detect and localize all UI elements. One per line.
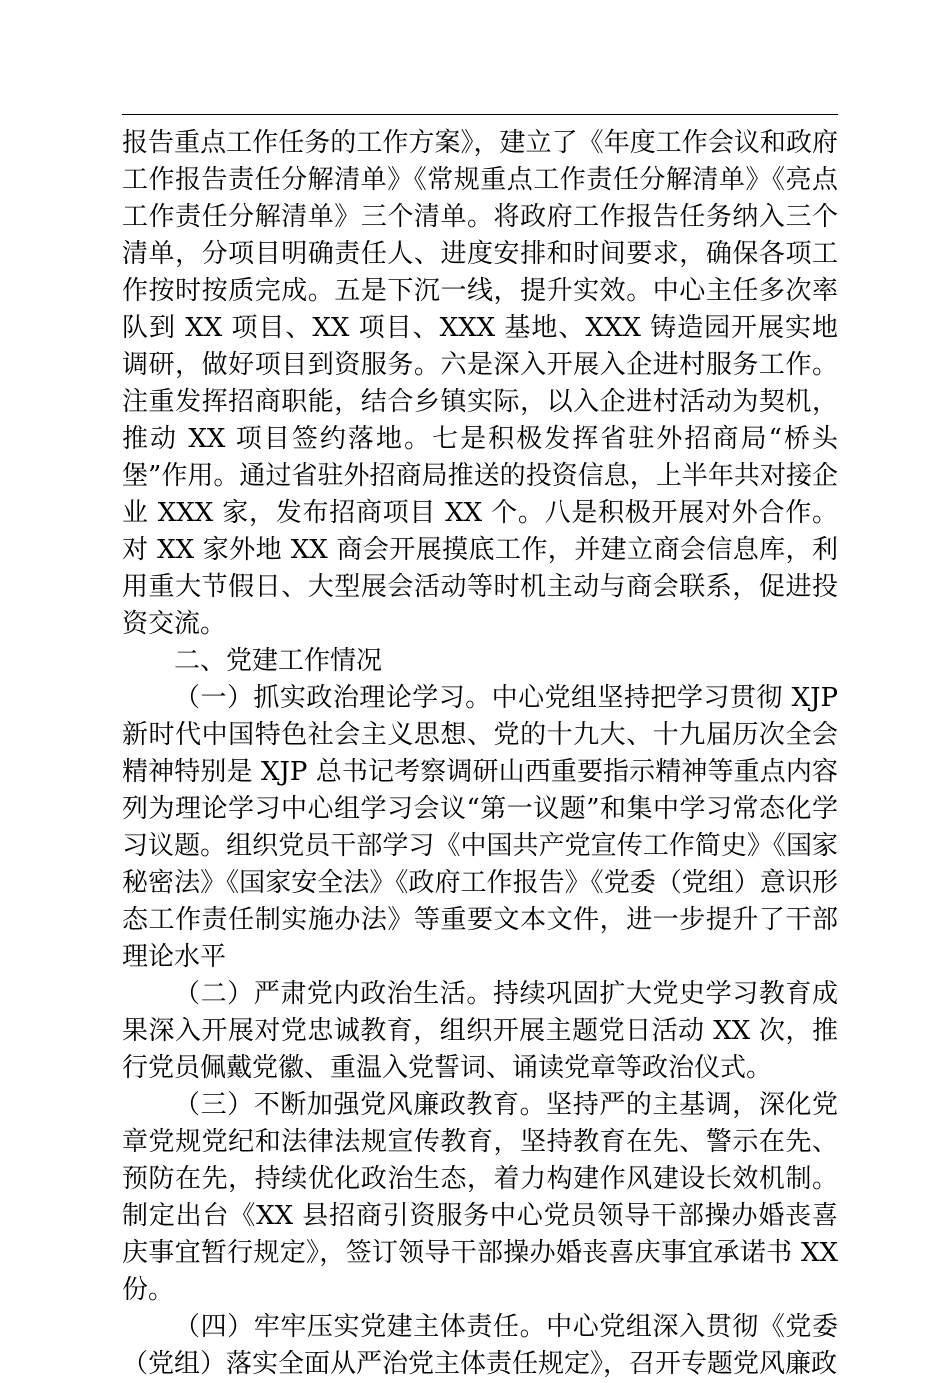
header-rule (122, 114, 838, 115)
section-heading-party-building: 二、党建工作情况 (174, 646, 383, 676)
document-body (122, 125, 838, 1383)
paragraph-integrity-education: （三）不断加强党风廉政教育。坚持严的主基调，深化党章党规党纪和法律法规宣传教育，坚持教育在先、警示在先、预防在先，持续优化政治生态，着力构建作风建设长效机制。制定出台《XX 县招商引资服务中心党员领导干部操办婚丧喜庆事宜暂行规定》，签订领导干部操办婚丧喜庆事宜承诺书 XX 份。 (122, 1090, 838, 1305)
paragraph-political-life: （二）严肃党内政治生活。持续巩固扩大党史学习教育成果深入开展对党忠诚教育，组织开展主题党日活动 XX 次，推行党员佩戴党徽、重温入党誓词、诵读党章等政治仪式。 (122, 979, 838, 1083)
paragraph-theory-study: （一）抓实政治理论学习。中心党组坚持把学习贯彻 XJP 新时代中国特色社会主义思想、党的十九大、十九届历次全会精神特别是 XJP 总书记考察调研山西重要指示精神等重点内容列为理论学习中心组学习会议“第一议题”和集中学习常态化学习议题。组织党员干部学习《中国共产党宣传工作简史》《国家秘密法》《国家安全法》《政府工作报告》《党委（党组）意识形态工作责任制实施办法》等重要文本文件，进一步提升了干部理论水平 (122, 683, 838, 972)
paragraph-work-measures: 报告重点工作任务的工作方案》，建立了《年度工作会议和政府工作报告责任分解清单》《常规重点工作责任分解清单》《亮点工作责任分解清单》三个清单。将政府工作报告任务纳入三个清单，分项目明确责任人、进度安排和时间要求，确保各项工作按时按质完成。五是下沉一线，提升实效。中心主任多次率队到 XX 项目、XX 项目、XXX 基地、XXX 铸造园开展实地调研，做好项目到资服务。六是深入开展入企进村服务工作。注重发挥招商职能，结合乡镇实际，以入企进村活动为契机，推动 XX 项目签约落地。七是积极发挥省驻外招商局“桥头堡”作用。通过省驻外招商局推送的投资信息，上半年共对接企业 XXX 家，发布招商项目 XX 个。八是积极开展对外合作。对 XX 家外地 XX 商会开展摸底工作，并建立商会信息库，利用重大节假日、大型展会活动等时机主动与商会联系，促进投资交流。 (122, 128, 838, 639)
paragraph-party-responsibility: （四）牢牢压实党建主体责任。中心党组深入贯彻《党委（党组）落实全面从严治党主体责任规定》，召开专题党风廉政 (122, 1312, 838, 1379)
